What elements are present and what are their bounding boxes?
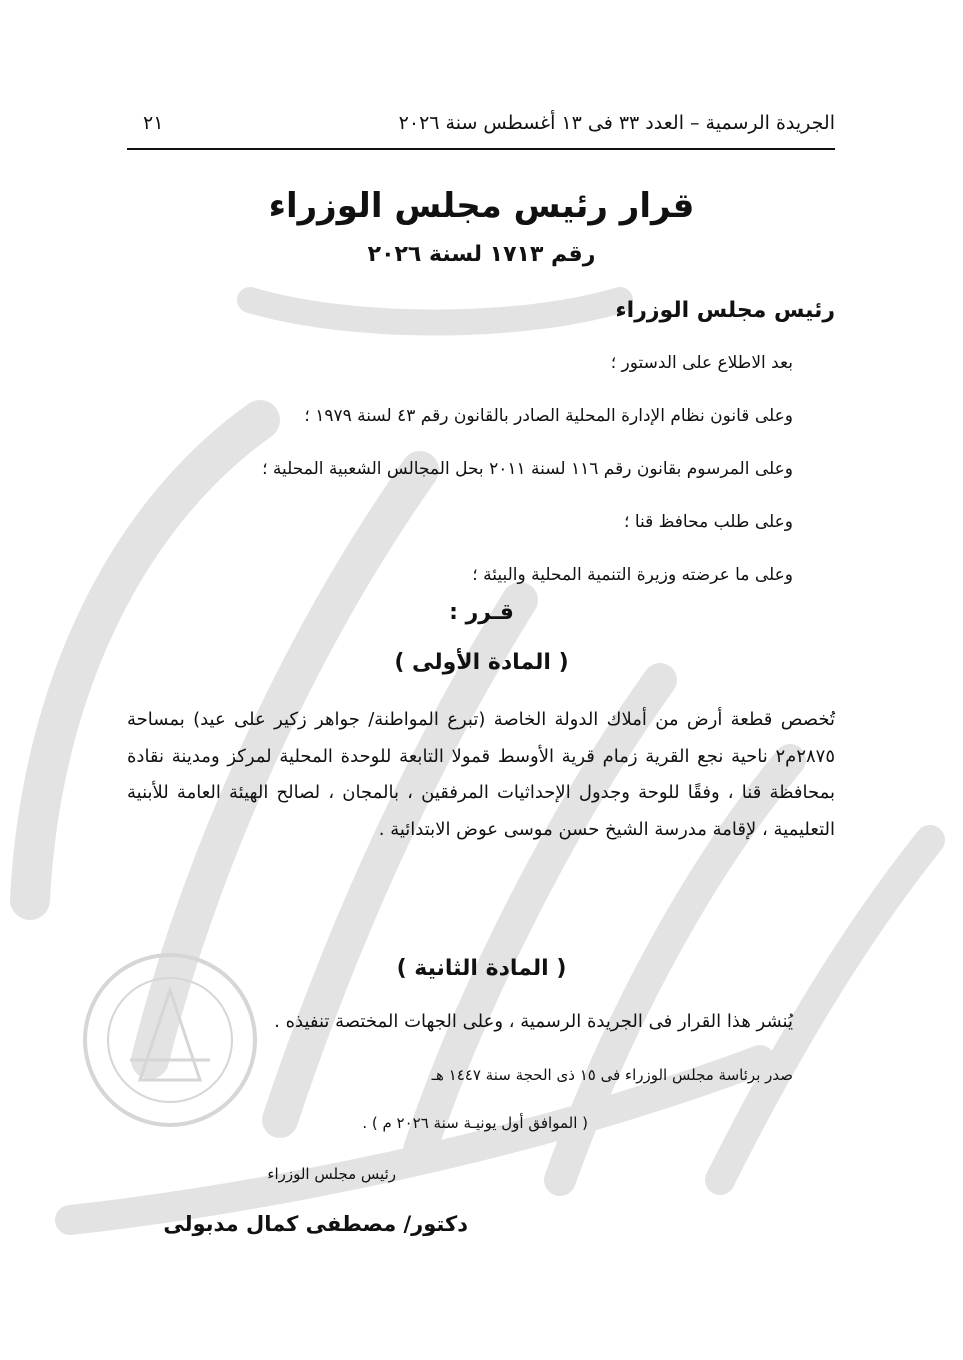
page-number: ٢١: [143, 112, 164, 134]
recital-item: وعلى طلب محافظ قنا ؛: [624, 512, 793, 532]
recitals-list: [120, 350, 793, 615]
decided-heading: قـرر :: [449, 600, 514, 625]
recital-item: وعلى المرسوم بقانون رقم ١١٦ لسنة ٢٠١١ بحل المجالس الشعبية المحلية ؛: [262, 459, 793, 479]
gazette-header-title: الجريدة الرسمية – العدد ٣٣ فى ١٣ أغسطس سنة ٢٠٢٦: [398, 112, 835, 134]
article-2-text: يُنشر هذا القرار فى الجريدة الرسمية ، وعلى الجهات المختصة تنفيذه .: [274, 1011, 793, 1032]
gregorian-date: ( الموافق أول يونيـة سنة ٢٠٢٦ م ) .: [362, 1114, 588, 1132]
issuer-heading: رئيس مجلس الوزراء: [615, 298, 835, 323]
recital-item: وعلى ما عرضته وزيرة التنمية المحلية والبيئة ؛: [472, 565, 793, 585]
article-1-text: تُخصص قطعة أرض من أملاك الدولة الخاصة (تبرع المواطنة/ جواهر زكير على عيد) بمساحة ٢٨٧٥م٢ ناحية نجع القرية زمام قرية الأوسط قمولا التابعة للوحدة المحلية لمركز ومدينة نقادة بمحافظة قنا ، وفقًا للوحة وجدول الإحداثيات المرفقين ، بالمجان ، لصالح الهيئة العامة للأبنية التعليمية ، لإقامة مدرسة الشيخ حسن موسى عوض الابتدائية .: [127, 709, 835, 840]
recital-item: وعلى قانون نظام الإدارة المحلية الصادر بالقانون رقم ٤٣ لسنة ١٩٧٩ ؛: [304, 406, 793, 426]
issued-date: صدر برئاسة مجلس الوزراء فى ١٥ ذى الحجة سنة ١٤٤٧ هـ: [431, 1066, 793, 1084]
recital-item: بعد الاطلاع على الدستور ؛: [610, 353, 793, 373]
signatory-name: دكتور/ مصطفى كمال مدبولى: [163, 1212, 468, 1236]
decree-number: رقم ١٧١٣ لسنة ٢٠٢٦: [367, 242, 596, 267]
page-header: [127, 110, 835, 150]
decree-title: قرار رئيس مجلس الوزراء: [268, 186, 695, 226]
signatory-title: رئيس مجلس الوزراء: [267, 1165, 396, 1183]
article-2-heading: ( المادة الثانية ): [396, 956, 567, 981]
article-1-heading: ( المادة الأولى ): [394, 650, 569, 675]
